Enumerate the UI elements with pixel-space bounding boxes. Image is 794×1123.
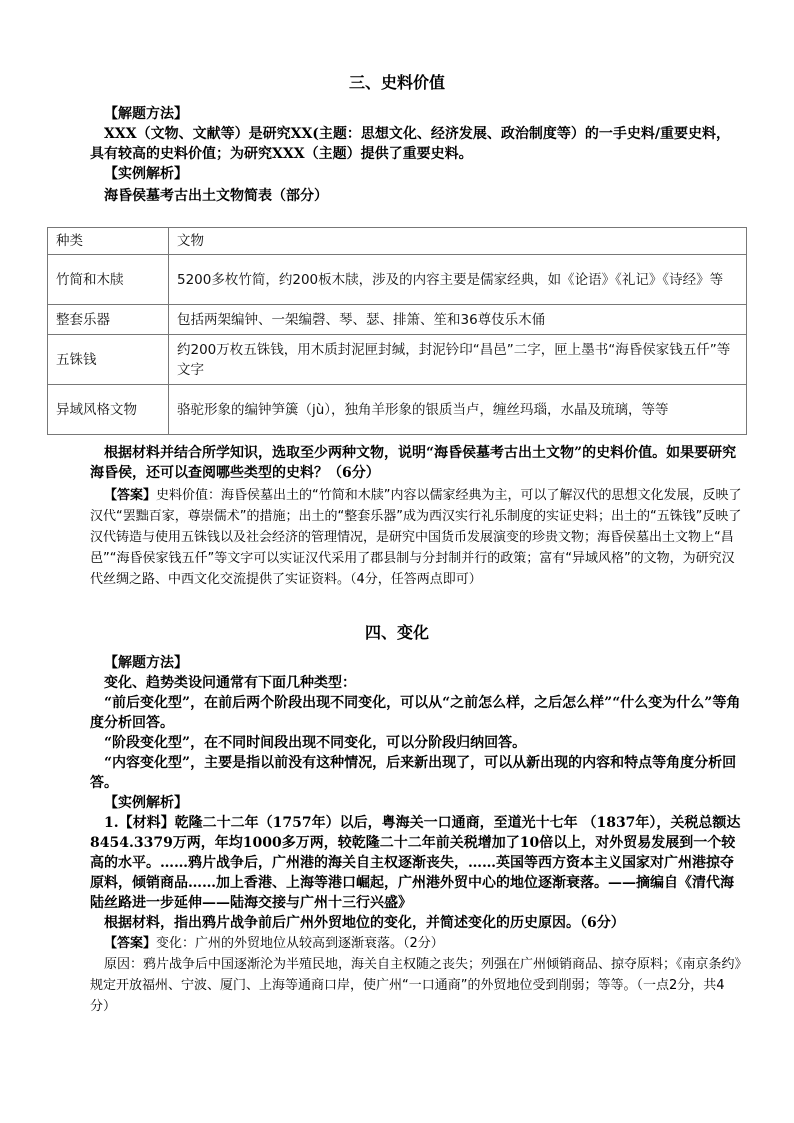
- section3-title: 三、史料价值: [348, 73, 445, 92]
- table-row: [48, 255, 747, 305]
- table-header-cell: 种类: [48, 228, 169, 255]
- answer-label: 【答案】: [104, 488, 157, 503]
- table-row: [48, 335, 747, 385]
- answer-text: 史料价值：海昏侯墓出土的“竹简和木牍”内容以儒家经典为主，可以了解汉代的思想文化发展，反映了汉代“罢黜百家，尊崇儒术”的措施；出土的“整套乐器”成为西汉实行礼乐制度的实证史料；出土的“五铢钱”反映了汉代铸造与使用五铢钱以及社会经济的管理情况，是研究中国货币发展演变的珍贵文物；海昏侯墓出土文物上“昌邑”“海昏侯家钱五仟”等文字可以实证汉代采用了郡县制与分封制并行的政策；富有“异域风格”的文物，为研究汉代丝绸之路、中西文化交流提供了实证资料。（4分，任答两点即可）: [90, 488, 742, 587]
- section4-body: [90, 653, 742, 1017]
- answer-label: 【答案】: [104, 936, 157, 951]
- table-cell-artifacts: 约200万枚五铢钱，用木质封泥匣封缄，封泥钤印“昌邑”二字，匣上墨书“海昏侯家钱五仟”等文字: [169, 335, 747, 385]
- example-heading: 【实例解析】: [104, 795, 188, 811]
- section3-method: [90, 104, 742, 206]
- type-item: “前后变化型”，在前后两个阶段出现不同变化，可以从“之前怎么样，之后怎么样”“什么变为什么”等角度分析回答。: [90, 695, 741, 731]
- method-heading: 【解题方法】: [104, 106, 188, 122]
- question-text: 根据材料，指出鸦片战争前后广州外贸地位的变化，并简述变化的历史原因。（6分）: [104, 915, 625, 931]
- table-cell-category: 异域风格文物: [48, 385, 169, 435]
- material-paragraph: [90, 813, 742, 913]
- material-number: 1.: [104, 815, 119, 831]
- table-cell-artifacts: 5200多枚竹简，约200板木牍，涉及的内容主要是儒家经典，如《论语》《礼记》《诗经》等: [169, 255, 747, 305]
- answer-reason: 原因：鸦片战争后中国逐渐沦为半殖民地，海关自主权随之丧失；列强在广州倾销商品、掠夺原料；《南京条约》规定开放福州、宁波、厦门、上海等通商口岸，使广州“一口通商”的外贸地位受到削弱；等等。（一点2分，共4分）: [90, 957, 742, 1014]
- answer-change: 变化：广州的外贸地位从较高到逐渐衰落。（2分）: [156, 936, 444, 951]
- table-caption: 海昏侯墓考古出土文物简表（部分）: [104, 188, 328, 204]
- type-intro: 变化、趋势类设问通常有下面几种类型：: [104, 675, 356, 691]
- table-cell-artifacts: 包括两架编钟、一架编磬、琴、瑟、排箫、笙和36尊伎乐木俑: [169, 305, 747, 335]
- section4-title: 四、变化: [364, 623, 429, 642]
- artifact-table: [47, 227, 747, 435]
- table-row: [48, 305, 747, 335]
- method-text: XXX（文物、文献等）是研究XX(主题：思想文化、经济发展、政治制度等）的一手史料/重要史料，具有较高的史料价值；为研究XXX（主题）提供了重要史料。: [90, 126, 731, 162]
- question-text: 根据材料并结合所学知识，选取至少两种文物，说明“海昏侯墓考古出土文物”的史料价值。如果要研究海昏侯，还可以查阅哪些类型的史料？（6分）: [90, 445, 737, 481]
- section3-question-answer: [90, 443, 742, 590]
- table-cell-category: 整套乐器: [48, 305, 169, 335]
- table-cell-category: 五铢钱: [48, 335, 169, 385]
- answer-paragraph: [90, 485, 742, 590]
- table-cell-artifacts: 骆驼形象的编钟笋簴（jù），独角羊形象的银质当卢，缠丝玛瑙，水晶及琉璃，等等: [169, 385, 747, 435]
- material-text: 乾隆二十二年（1757年）以后，粤海关一口通商，至道光十七年 （1837年），关税总额达8454.3379万两，年均1000多万两，较乾隆二十二年前关税增加了10倍以上，对外贸易发展到一个较高的水平。……鸦片战争后，广州港的海关自主权逐渐丧失，……英国等西方资本主义国家对广州港掠夺原料，倾销商品……加上香港、上海等港口崛起，广州港外贸中心的地位逐渐衰落。——摘编自《清代海陆丝路进一步延伸——陆海交接与广州十三行兴盛》: [90, 815, 741, 911]
- material-label: 【材料】: [118, 815, 175, 831]
- type-item: “内容变化型”，主要是指以前没有这种情况，后来新出现了，可以从新出现的内容和特点等角度分析回答。: [90, 755, 737, 791]
- table-row: [48, 385, 747, 435]
- method-heading: 【解题方法】: [104, 655, 188, 671]
- table-header-row: [48, 228, 747, 255]
- table-header-cell: 文物: [169, 228, 747, 255]
- answer-paragraph: [90, 933, 742, 954]
- type-item: “阶段变化型”，在不同时间段出现不同变化，可以分阶段归纳回答。: [104, 735, 527, 751]
- table-cell-category: 竹简和木牍: [48, 255, 169, 305]
- example-heading: 【实例解析】: [104, 166, 188, 182]
